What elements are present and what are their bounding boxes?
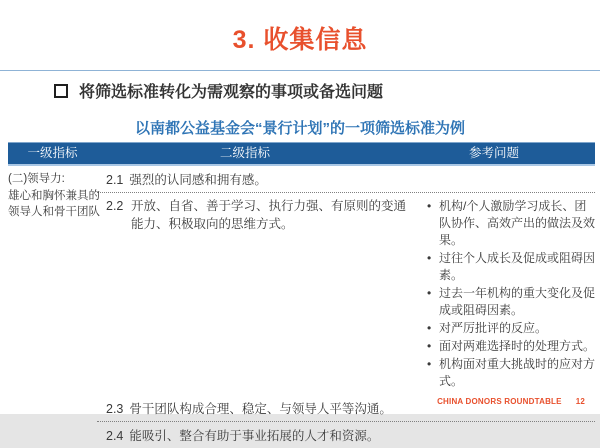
table-header-row — [8, 142, 595, 166]
indicator-text: 骨干团队构成合理、稳定、与领导人平等沟通。 — [129, 402, 392, 416]
reference-questions-cell — [414, 197, 595, 391]
slide-footer — [437, 397, 585, 406]
indicator-text: 开放、自省、善于学习、执行力强、有原则的变通能力、积极取向的思维方式。 — [131, 199, 407, 231]
indicator-text: 强烈的认同感和拥有感。 — [129, 173, 267, 187]
footer-page-number: 12 — [575, 397, 585, 406]
square-bullet-icon — [54, 84, 68, 98]
question-item: • 过往个人成长及促成或阻碍因素。 — [426, 250, 595, 284]
indicator-number: 2.4 — [106, 429, 124, 443]
level1-line: (二)领导力: — [8, 173, 65, 185]
key-point-line — [54, 79, 383, 102]
slide-title: 3. 收集信息 — [232, 26, 368, 54]
indicator-number: 2.1 — [106, 173, 124, 187]
indicator-text: 能吸引、整合有助于事业拓展的人才和资源。 — [129, 429, 380, 443]
table-row-2-4 — [97, 421, 595, 448]
header-level2-indicator: 二级指标 — [219, 146, 270, 160]
header-level1-indicator: 一级指标 — [27, 146, 78, 160]
question-item: • 机构/个人激励学习成长、团队协作、高效产出的做法及效果。 — [426, 198, 595, 249]
footer-brand: CHINA DONORS ROUNDTABLE — [437, 397, 562, 406]
example-subtitle: 以南都公益基金会“景行计划”的一项筛选标准为例 — [134, 120, 465, 137]
question-item: • 机构面对重大挑战时的应对方式。 — [426, 356, 595, 390]
indicator-number: 2.3 — [106, 402, 124, 416]
table-row-2-2 — [97, 192, 595, 395]
level1-line: 领导人和骨干团队 — [8, 206, 100, 218]
question-item: • 对严厉批评的反应。 — [426, 320, 595, 337]
level1-indicator-cell — [8, 171, 100, 221]
title-divider-line — [0, 70, 600, 71]
indicator-number: 2.2 — [106, 199, 124, 213]
header-reference-questions: 参考问题 — [468, 146, 519, 160]
question-item: • 过去一年机构的重大变化及促成或阻碍因素。 — [426, 285, 595, 319]
table-row-2-1 — [97, 166, 595, 192]
question-item: • 面对两难选择时的处理方式。 — [426, 338, 595, 355]
key-point-text: 将筛选标准转化为需观察的事项或备选问题 — [79, 84, 384, 101]
level1-line: 雄心和胸怀兼具的 — [8, 189, 100, 202]
indicator-cell — [106, 197, 414, 391]
